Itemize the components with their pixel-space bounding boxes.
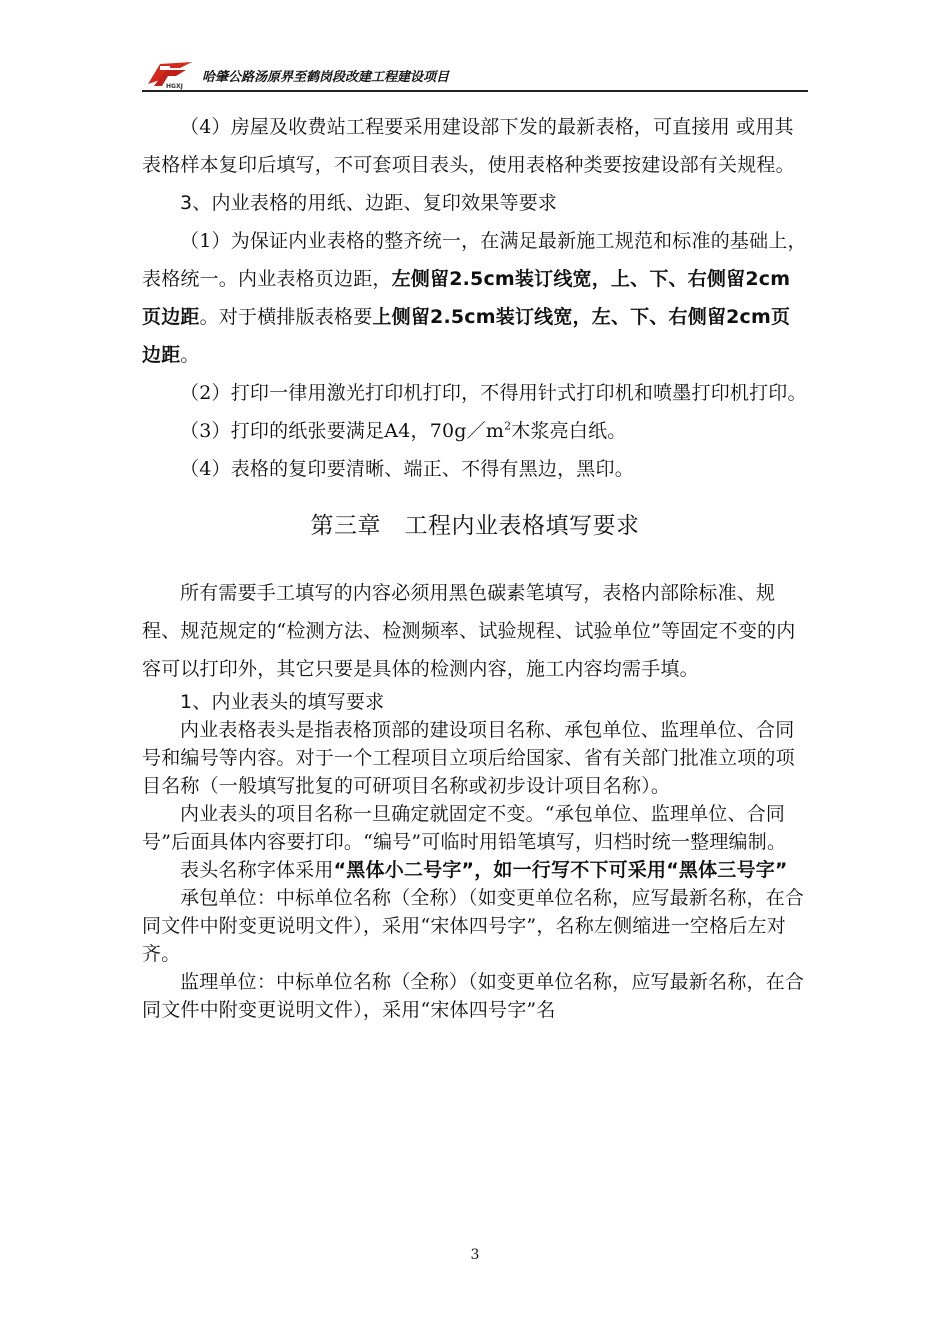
paragraph-contractor <box>142 884 808 968</box>
company-logo <box>146 58 194 90</box>
text-span: 。 <box>180 344 200 366</box>
paragraph: （4）表格的复印要清晰、端正、不得有黑边，黑印。 <box>180 458 634 480</box>
bold-label: 监理单位 <box>180 971 257 993</box>
text-span: ：中标单位名称（全称）（如变更单位名称，应写最新名称，在合同文件中附变更说明文件），采用“宋体四号字”，名称左侧缩进一空格后左对齐。 <box>142 887 805 965</box>
text-span: 木浆亮白纸。 <box>511 420 627 442</box>
page-header <box>142 58 808 92</box>
text-span: （3）打印的纸张要满足A4，70g／m <box>180 420 505 442</box>
document-body <box>142 108 808 1024</box>
logo-text: HGXJ <box>166 83 183 90</box>
paragraph-paper <box>142 412 808 450</box>
bold-text: 上侧留2.5cm装订线宽，左、下、右侧留2cm页边距 <box>142 306 791 366</box>
superscript: 2 <box>504 419 512 433</box>
bold-text: 表头名称 <box>180 859 257 881</box>
project-title: 哈肇公路汤原界至鹤岗段改建工程建设项目 <box>202 70 450 85</box>
paragraph: 内业表格表头是指表格顶部的建设项目名称、承包单位、监理单位、合同号和编号等内容。对于一个工程项目立项后给国家、省有关部门批准立项的项目名称（一般填写批复的可研项目名称或初步设计项目名称）。 <box>142 719 795 797</box>
text-span: （1）为保证内业表格的整齐统一，在满足最新施工规范和标准的基础上，表格统一。内业表格页边距， <box>142 230 807 290</box>
section-heading: 1、内业表头的填写要求 <box>180 691 385 713</box>
paragraph: 所有需要手工填写的内容必须用黑色碳素笔填写，表格内部除标准、规程、规范规定的“检测方法、检测频率、试验规程、试验单位”等固定不变的内容可以打印外，其它只要是具体的检测内容，施工内容均需手填。 <box>142 582 796 680</box>
chapter-title: 第三章 工程内业表格填写要求 <box>310 513 640 539</box>
paragraph: 内业表头的项目名称一旦确定就固定不变。“承包单位、监理单位、合同号”后面具体内容要打印。“编号”可临时用铅笔填写，归档时统一整理编制。 <box>142 803 787 853</box>
bold-text: “黑体小二号字”，如一行写不下可采用“黑体三号字” <box>333 859 788 881</box>
text-span: ：中标单位名称（全称）（如变更单位名称，应写最新名称，在合同文件中附变更说明文件），采用“宋体四号字”名 <box>142 971 805 1021</box>
section-heading: 3、内业表格的用纸、边距、复印效果等要求 <box>180 192 558 214</box>
paragraph: （4）房屋及收费站工程要采用建设部下发的最新表格，可直接用 或用其表格样本复印后填写，不可套项目表头，使用表格种类要按建设部有关规程。 <box>142 116 795 176</box>
text-span: 字体采用 <box>256 859 334 881</box>
page-number: 3 <box>470 1247 480 1263</box>
text-span: 。对于横排版表格要 <box>199 306 373 328</box>
logo-mark-icon <box>146 58 194 90</box>
paragraph-supervisor <box>142 968 808 1024</box>
paragraph-header-font <box>142 856 808 884</box>
paragraph: （2）打印一律用激光打印机打印，不得用针式打印机和喷墨打印机打印。 <box>180 382 807 404</box>
paragraph-margins <box>142 222 808 374</box>
bold-text: 左侧留2.5cm装订线宽，上、下、右侧留2cm页边距 <box>142 268 791 328</box>
bold-label: 承包单位 <box>180 887 257 909</box>
